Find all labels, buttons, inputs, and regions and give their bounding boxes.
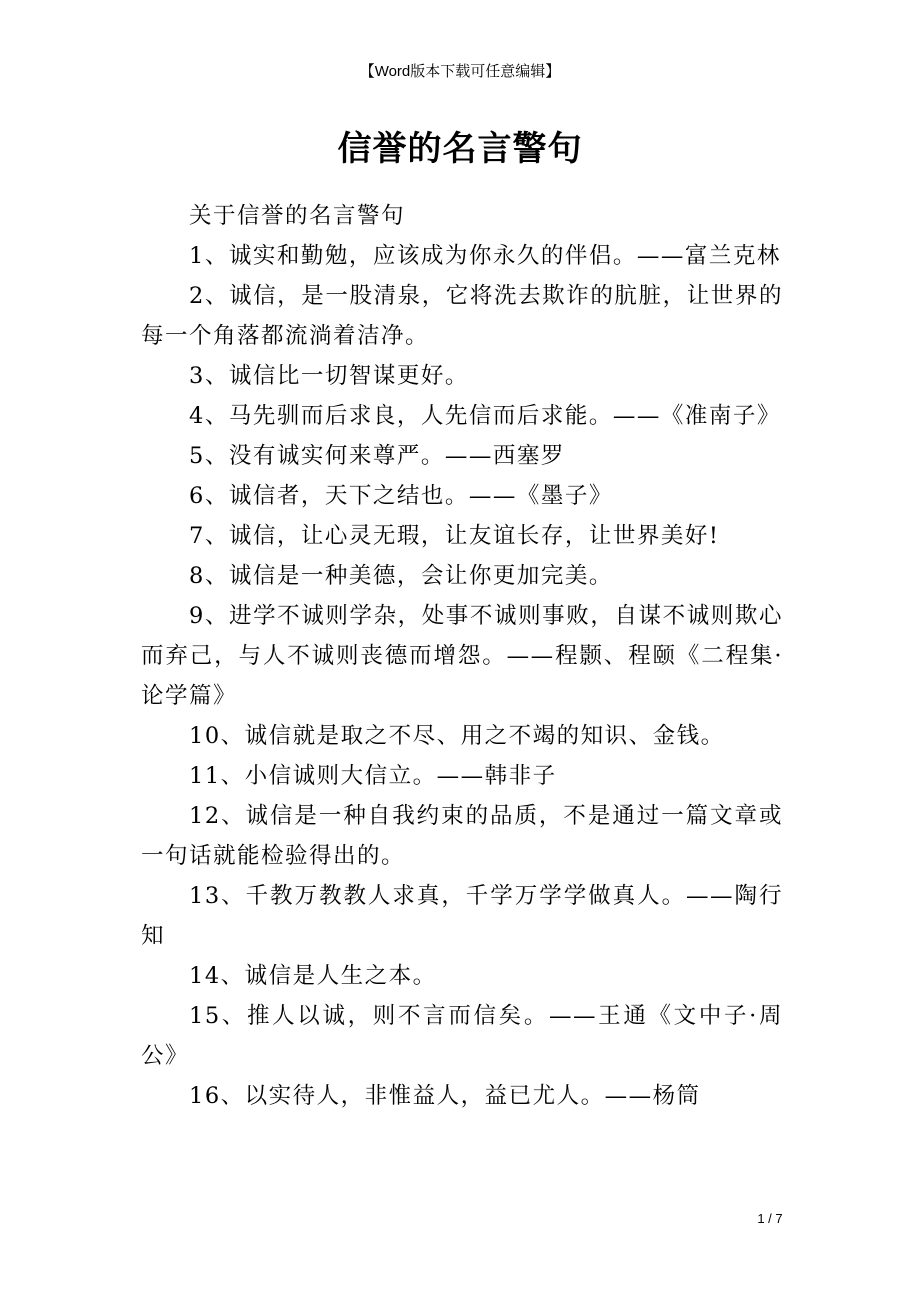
- body-paragraph: 2、诚信，是一股清泉，它将洗去欺诈的肮脏，让世界的每一个角落都流淌着洁净。: [141, 283, 783, 349]
- page-number: 1 / 7: [757, 1211, 783, 1226]
- body-paragraph: 5、没有诚实何来尊严。——西塞罗: [189, 443, 565, 469]
- document-title: 信誉的名言警句: [337, 129, 583, 169]
- body-paragraph: 12、诚信是一种自我约束的品质，不是通过一篇文章或一句话就能检验得出的。: [141, 803, 783, 869]
- body-paragraph: 4、马先驯而后求良，人先信而后求能。——《准南子》: [189, 403, 781, 429]
- body-paragraph: 1、诚实和勤勉，应该成为你永久的伴侣。——富兰克林: [189, 243, 781, 269]
- body-paragraph: 13、千教万教教人求真，千学万学学做真人。——陶行知: [141, 883, 783, 949]
- body-paragraph: 8、诚信是一种美德，会让你更加完美。: [189, 563, 613, 589]
- body-paragraph: 14、诚信是人生之本。: [189, 963, 437, 989]
- body-paragraph: 15、推人以诚，则不言而信矣。——王通《文中子·周公》: [141, 1003, 783, 1069]
- page-header: 【Word版本下载可任意编辑】: [359, 63, 561, 80]
- document-body: [141, 196, 783, 1116]
- body-paragraph: 关于信誉的名言警句: [189, 203, 406, 229]
- body-paragraph: 10、诚信就是取之不尽、用之不竭的知识、金钱。: [189, 723, 725, 749]
- body-paragraph: 9、进学不诚则学杂，处事不诚则事败，自谋不诚则欺心而弃己，与人不诚则丧德而增怨。——程颢、程颐《二程集·论学篇》: [141, 603, 783, 709]
- body-paragraph: 6、诚信者，天下之结也。——《墨子》: [189, 483, 613, 509]
- body-paragraph: 16、以实待人，非惟益人，益已尤人。——杨筒: [189, 1083, 701, 1109]
- body-paragraph: 11、小信诚则大信立。——韩非子: [189, 763, 557, 789]
- body-paragraph: 3、诚信比一切智谋更好。: [189, 363, 469, 389]
- body-paragraph: 7、诚信，让心灵无瑕，让友谊长存，让世界美好!: [189, 523, 720, 549]
